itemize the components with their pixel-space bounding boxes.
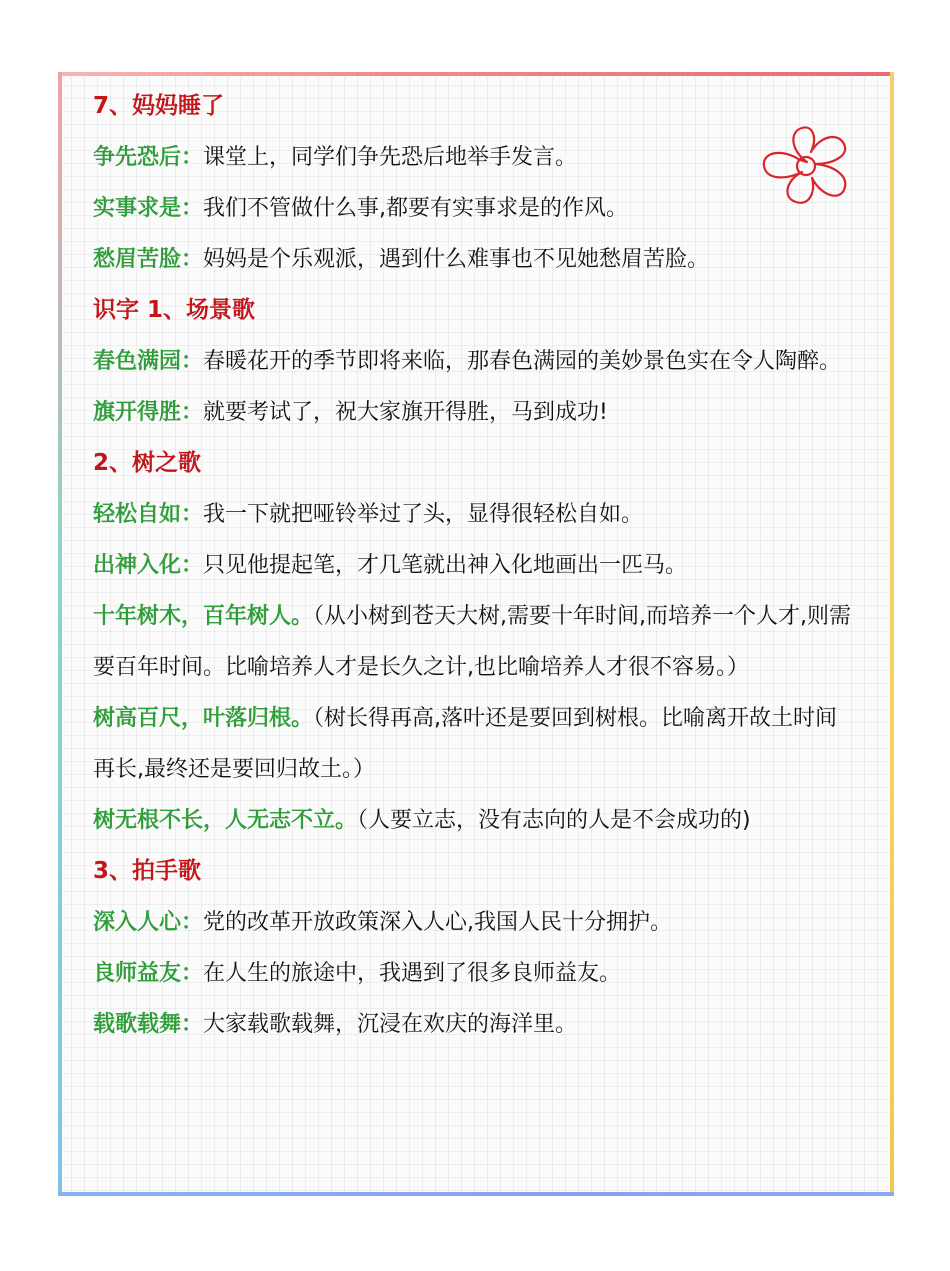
vocab-entry [93, 999, 853, 1050]
section-heading: 识字 1、场景歌 [93, 297, 256, 323]
proverb-entry [93, 591, 853, 693]
proverb-entry [93, 693, 853, 795]
vocab-entry [93, 183, 853, 234]
proverb-term: 树无根不长，人无志不立。 [93, 808, 358, 833]
vocab-example: 在人生的旅途中，我遇到了很多良师益友。 [203, 961, 622, 986]
vocab-term: 载歌载舞： [93, 1012, 204, 1037]
notebook-card [58, 72, 894, 1196]
vocab-example: 大家载歌载舞，沉浸在欢庆的海洋里。 [203, 1012, 578, 1037]
vocabulary-list [93, 81, 853, 1050]
card-border-bottom [58, 1192, 894, 1196]
section-heading: 2、树之歌 [93, 450, 202, 476]
vocab-term: 出神入化： [93, 553, 204, 578]
vocab-term: 良师益友： [93, 961, 204, 986]
proverb-explanation: （树长得再高,落叶还是要回到树根。比喻离开故土时间再长,最终还是要回归故土。） [93, 706, 838, 782]
section-heading: 7、妈妈睡了 [93, 93, 225, 119]
vocab-term: 旗开得胜： [93, 400, 204, 425]
vocab-entry [93, 489, 853, 540]
proverb-explanation: （从小树到苍天大树,需要十年时间,而培养一个人才,则需要百年时间。比喻培养人才是长久之计,也比喻培养人才很不容易。） [93, 604, 851, 680]
vocab-example: 课堂上，同学们争先恐后地举手发言。 [203, 145, 578, 170]
vocab-example: 春暖花开的季节即将来临，那春色满园的美妙景色实在令人陶醉。 [203, 349, 842, 374]
vocab-example: 我一下就把哑铃举过了头，显得很轻松自如。 [203, 502, 644, 527]
vocab-example: 妈妈是个乐观派，遇到什么难事也不见她愁眉苦脸。 [203, 247, 710, 272]
vocab-term: 轻松自如： [93, 502, 204, 527]
proverb-explanation: （人要立志，没有志向的人是不会成功的) [357, 808, 751, 833]
section-heading: 3、拍手歌 [93, 858, 202, 884]
vocab-example: 只见他提起笔，才几笔就出神入化地画出一匹马。 [203, 553, 688, 578]
vocab-term: 实事求是： [93, 196, 204, 221]
vocab-entry [93, 948, 853, 999]
proverb-term: 十年树木，百年树人。 [93, 604, 314, 629]
card-border-right [890, 72, 894, 1196]
proverb-term: 树高百尺，叶落归根。 [93, 706, 314, 731]
vocab-term: 深入人心： [93, 910, 204, 935]
vocab-example: 就要考试了，祝大家旗开得胜，马到成功! [203, 400, 608, 425]
vocab-entry [93, 132, 853, 183]
vocab-entry [93, 540, 853, 591]
proverb-entry [93, 795, 853, 846]
vocab-entry [93, 387, 853, 438]
vocab-entry [93, 234, 853, 285]
vocab-entry [93, 336, 853, 387]
card-border-top [58, 72, 894, 76]
vocab-example: 党的改革开放政策深入人心,我国人民十分拥护。 [203, 910, 673, 935]
card-border-left [58, 72, 62, 1196]
vocab-example: 我们不管做什么事,都要有实事求是的作风。 [203, 196, 629, 221]
vocab-term: 春色满园： [93, 349, 204, 374]
vocab-term: 争先恐后： [93, 145, 204, 170]
vocab-term: 愁眉苦脸： [93, 247, 204, 272]
vocab-entry [93, 897, 853, 948]
